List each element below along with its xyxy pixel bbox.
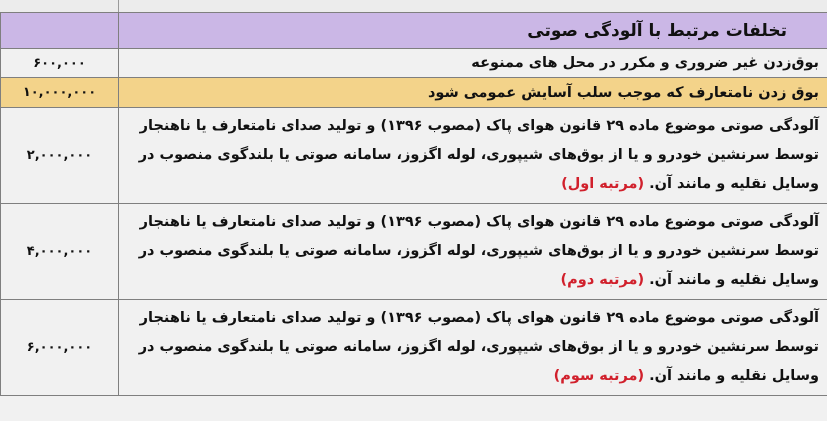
- description-line-last: [125, 170, 819, 199]
- violation-description: [119, 204, 827, 300]
- description-line: توسط سرنشین خودرو و یا از بوق‌های شیپوری، لوله اگزوز، سامانه صوتی یا بلندگوی منصوب در: [138, 147, 819, 163]
- description-line: آلودگی صوتی موضوع ماده ۲۹ قانون هوای پاک (مصوب ۱۳۹۶) و تولید صدای نامتعارف یا ناهنجار: [139, 310, 819, 326]
- fine-amount: ۱۰,۰۰۰,۰۰۰: [1, 78, 119, 108]
- column-divider-tick: [118, 0, 119, 12]
- fine-amount: ۶۰۰,۰۰۰: [1, 49, 119, 78]
- description-line: آلودگی صوتی موضوع ماده ۲۹ قانون هوای پاک (مصوب ۱۳۹۶) و تولید صدای نامتعارف یا ناهنجار: [139, 214, 819, 230]
- violation-description: بوق زدن نامتعارف که موجب سلب آسایش عمومی شود: [119, 78, 827, 108]
- violation-description: بوق‌زدن غیر ضروری و مکرر در محل های ممنوعه: [119, 49, 827, 78]
- description-line: آلودگی صوتی موضوع ماده ۲۹ قانون هوای پاک (مصوب ۱۳۹۶) و تولید صدای نامتعارف یا ناهنجار: [139, 118, 819, 134]
- fine-amount: ۴,۰۰۰,۰۰۰: [1, 204, 119, 300]
- description-line-last: [125, 266, 819, 295]
- violation-description: [119, 108, 827, 204]
- description-line: توسط سرنشین خودرو و یا از بوق‌های شیپوری، لوله اگزوز، سامانه صوتی یا بلندگوی منصوب در: [138, 243, 819, 259]
- table-row: [1, 108, 827, 204]
- table-row: [1, 204, 827, 300]
- violation-description: [119, 300, 827, 396]
- offense-rank: (مرتبه دوم): [560, 272, 645, 288]
- table-row: [1, 300, 827, 396]
- offense-rank: (مرتبه اول): [561, 176, 645, 192]
- table-header-row: [1, 13, 827, 49]
- description-text: وسایل نقلیه و مانند آن.: [649, 272, 819, 288]
- description-line-last: [125, 362, 819, 391]
- noise-pollution-fines-table: [0, 12, 827, 396]
- header-amount-cell: [1, 13, 119, 49]
- table-title: تخلفات مرتبط با آلودگی صوتی: [119, 13, 827, 49]
- offense-rank: (مرتبه سوم): [553, 368, 645, 384]
- description-text: وسایل نقلیه و مانند آن.: [649, 176, 819, 192]
- fine-amount: ۲,۰۰۰,۰۰۰: [1, 108, 119, 204]
- table-row: [1, 49, 827, 78]
- table-row-highlighted: [1, 78, 827, 108]
- fine-amount: ۶,۰۰۰,۰۰۰: [1, 300, 119, 396]
- description-line: توسط سرنشین خودرو و یا از بوق‌های شیپوری، لوله اگزوز، سامانه صوتی یا بلندگوی منصوب در: [138, 339, 819, 355]
- description-text: وسایل نقلیه و مانند آن.: [649, 368, 819, 384]
